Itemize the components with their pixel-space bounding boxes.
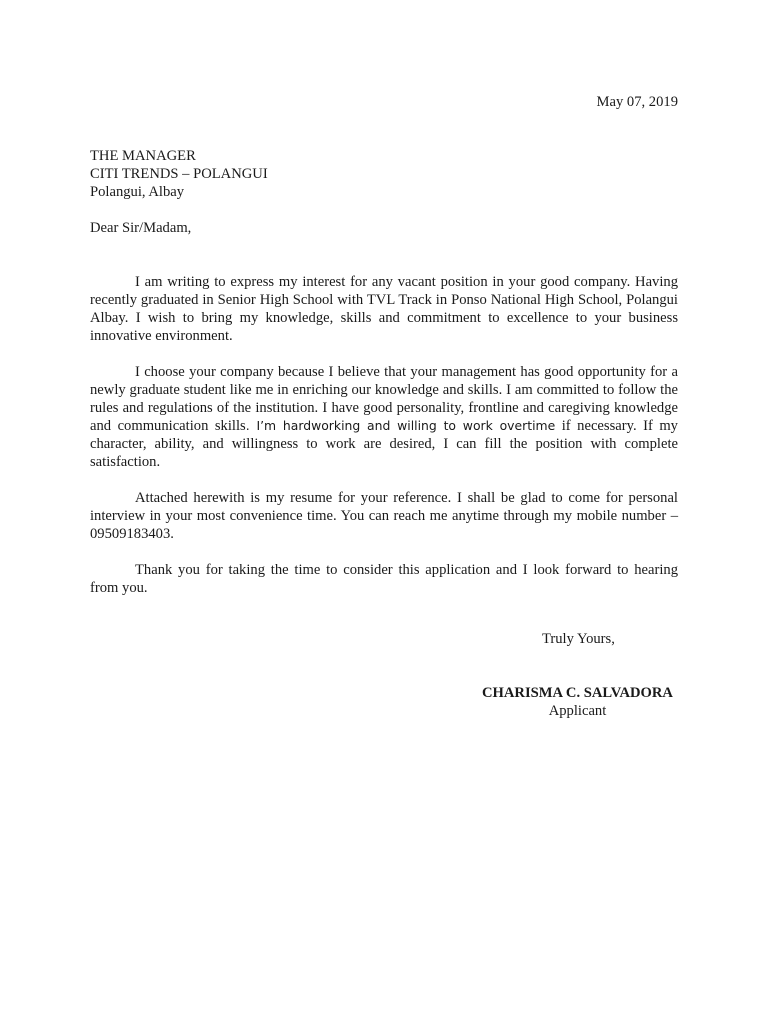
paragraph-thanks: Thank you for taking the time to consider this application and I look forward to hearing from you. xyxy=(90,562,678,596)
paragraph-reason xyxy=(90,363,678,471)
recipient-address xyxy=(90,147,268,201)
paragraph-intro: I am writing to express my interest for any vacant position in your good company. Having recently graduated in Senior High School with TVL Track in Ponso National High School, Polangui Albay. I wish to bring my knowledge, skills and commitment to excellence to your business innovative environment. xyxy=(90,274,678,344)
paragraph-reason-part1: I choose your company because I believe that your management has good opportunity for a newly graduate student like me in enriching our knowledge and skills. I am committed to follow the rules and regulations of the institution. I have good personality, frontline and caregiving knowledge and communication skills xyxy=(90,364,678,434)
signature-title: Applicant xyxy=(548,703,607,719)
signature-block xyxy=(478,684,677,720)
letter-date: May 07, 2019 xyxy=(596,94,678,110)
recipient-company: CITI TRENDS – POLANGUI xyxy=(90,166,268,182)
recipient-title: THE MANAGER xyxy=(90,148,196,164)
paragraph-attachment: Attached herewith is my resume for your reference. I shall be glad to come for personal interview in your most convenience time. You can reach me anytime through my mobile number – 09509183403. xyxy=(90,490,678,542)
closing: Truly Yours, xyxy=(542,631,615,647)
paragraph-reason-part2: . I’m hardworking and willing to work overtime xyxy=(245,418,556,433)
paragraph-reason-part3: if necessary. If my character, ability, and willingness to work are desired, I can fill the position with complete satisfaction. xyxy=(90,418,678,470)
signature-name: CHARISMA C. SALVADORA xyxy=(482,685,673,701)
letter-body xyxy=(90,273,678,615)
salutation: Dear Sir/Madam, xyxy=(90,220,192,236)
recipient-location: Polangui, Albay xyxy=(90,184,185,200)
